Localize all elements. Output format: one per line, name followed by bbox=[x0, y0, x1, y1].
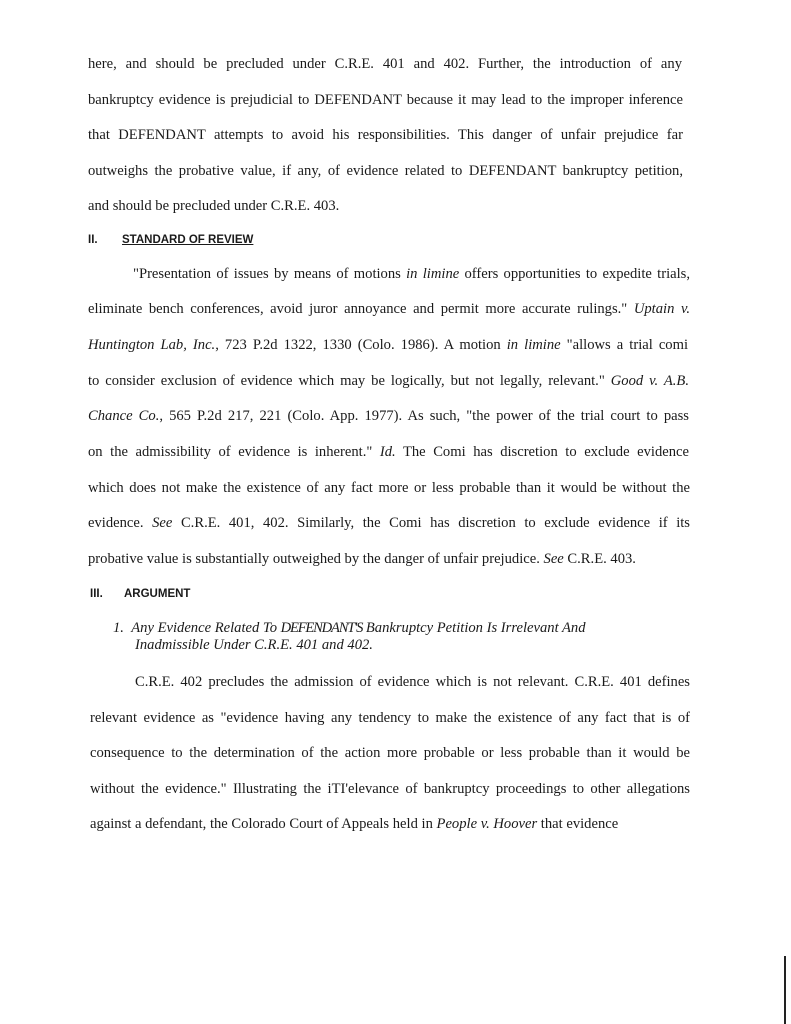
body-line: against a defendant, the Colorado Court of Appeals held in People v. Hoover that evidence bbox=[90, 816, 619, 832]
section-heading-argument bbox=[90, 587, 190, 601]
body-line: probative value is substantially outweighed by the danger of unfair prejudice. See C.R.E. 403. bbox=[88, 551, 636, 567]
body-line: to consider exclusion of evidence which may be logically, but not legally, relevant." Good v. A.B. bbox=[88, 373, 689, 389]
body-line: Huntington Lab, Inc., 723 P.2d 1322, 1330 (Colo. 1986). A motion in limine "allows a trial comi bbox=[88, 337, 688, 353]
body-line: eliminate bench conferences, avoid juror annoyance and permit more accurate rulings." Uptain v. bbox=[88, 301, 690, 317]
body-line: here, and should be precluded under C.R.E. 401 and 402. Further, the introduction of any bbox=[88, 56, 682, 72]
scan-edge-line bbox=[784, 956, 786, 1024]
body-line: "Presentation of issues by means of motions in limine offers opportunities to expedite trials, bbox=[133, 266, 690, 282]
section-number: II. bbox=[88, 234, 98, 246]
body-line: evidence. See C.R.E. 401, 402. Similarly, the Comi has discretion to exclude evidence if its bbox=[88, 515, 690, 531]
body-line: that DEFENDANT attempts to avoid his responsibilities. This danger of unfair prejudice far bbox=[88, 127, 683, 143]
body-line: outweighs the probative value, if any, of evidence related to DEFENDANT bankruptcy petition, bbox=[88, 163, 683, 179]
body-line: consequence to the determination of the action more probable or less probable than it would be bbox=[90, 745, 690, 761]
section-heading-standard-of-review bbox=[88, 233, 253, 247]
argument-subheading-line-2: Inadmissible Under C.R.E. 401 and 402. bbox=[135, 637, 373, 653]
section-title: STANDARD OF REVIEW bbox=[122, 234, 254, 246]
body-line: relevant evidence as "evidence having any tendency to make the existence of any fact that is of bbox=[90, 710, 690, 726]
body-line: which does not make the existence of any fact more or less probable than it would be without the bbox=[88, 480, 690, 496]
body-line: bankruptcy evidence is prejudicial to DEFENDANT because it may lead to the improper inference bbox=[88, 92, 683, 108]
subheading-number: 1. bbox=[113, 620, 124, 636]
body-line: on the admissibility of evidence is inherent." Id. The Comi has discretion to exclude evidence bbox=[88, 444, 689, 460]
body-line: C.R.E. 402 precludes the admission of evidence which is not relevant. C.R.E. 401 defines bbox=[135, 674, 690, 690]
section-title: ARGUMENT bbox=[124, 588, 191, 600]
body-line: and should be precluded under C.R.E. 403. bbox=[88, 198, 340, 214]
section-number: III. bbox=[90, 588, 103, 600]
argument-subheading: 1. Any Evidence Related To DEFENDANT'S Bankruptcy Petition Is Irrelevant And bbox=[113, 620, 586, 636]
body-line: Chance Co., 565 P.2d 217, 221 (Colo. App. 1977). As such, "the power of the trial court to pass bbox=[88, 408, 689, 424]
body-line: without the evidence." Illustrating the iTI'elevance of bankruptcy proceedings to other allegations bbox=[90, 781, 690, 797]
